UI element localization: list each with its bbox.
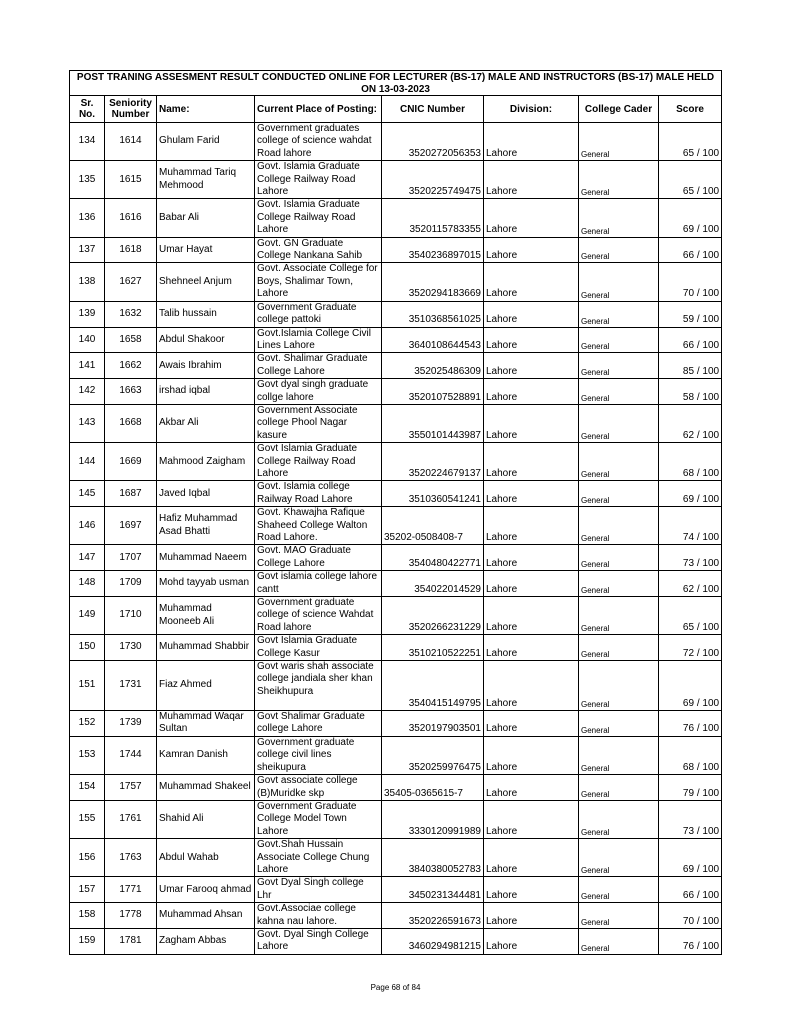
score-cell: 68 / 100 bbox=[659, 736, 722, 774]
table-row bbox=[70, 443, 722, 481]
score-cell: 65 / 100 bbox=[659, 597, 722, 635]
col-header-posting: Current Place of Posting: bbox=[255, 96, 382, 123]
cnic-cell: 3550101443987 bbox=[382, 404, 484, 442]
seniority-cell: 1687 bbox=[105, 481, 157, 507]
cnic-cell: 3520224679137 bbox=[382, 443, 484, 481]
sr-cell: 152 bbox=[70, 711, 105, 737]
name-cell: Muhammad Ahsan bbox=[157, 903, 255, 929]
division-cell: Lahore bbox=[484, 839, 579, 877]
division-cell: Lahore bbox=[484, 507, 579, 545]
cnic-cell: 35405-0365615-7 bbox=[382, 775, 484, 801]
table-row bbox=[70, 123, 722, 161]
seniority-cell: 1730 bbox=[105, 635, 157, 661]
name-cell: Mohd tayyab usman bbox=[157, 571, 255, 597]
seniority-cell: 1697 bbox=[105, 507, 157, 545]
posting-cell: Govt dyal singh graduate collge lahore bbox=[255, 379, 382, 405]
seniority-cell: 1744 bbox=[105, 736, 157, 774]
page-number: Page 68 of 84 bbox=[370, 983, 421, 992]
cadre-cell: General bbox=[579, 800, 659, 838]
table-row bbox=[70, 327, 722, 353]
seniority-cell: 1707 bbox=[105, 545, 157, 571]
cadre-cell: General bbox=[579, 379, 659, 405]
cnic-cell: 3520266231229 bbox=[382, 597, 484, 635]
posting-cell: Govt. Islamia college Railway Road Lahore bbox=[255, 481, 382, 507]
posting-cell: Government graduate college of science Wahdat Road lahore bbox=[255, 597, 382, 635]
cnic-cell: 3520226591673 bbox=[382, 903, 484, 929]
name-cell: Muhammad Tariq Mehmood bbox=[157, 161, 255, 199]
seniority-cell: 1761 bbox=[105, 800, 157, 838]
col-header-cadre: College Cader bbox=[579, 96, 659, 123]
seniority-cell: 1771 bbox=[105, 877, 157, 903]
score-cell: 74 / 100 bbox=[659, 507, 722, 545]
seniority-cell: 1618 bbox=[105, 237, 157, 263]
table-row bbox=[70, 736, 722, 774]
sr-cell: 137 bbox=[70, 237, 105, 263]
posting-cell: Govt. Dyal Singh College Lahore bbox=[255, 928, 382, 954]
col-header-cnic: CNIC Number bbox=[382, 96, 484, 123]
col-header-score: Score bbox=[659, 96, 722, 123]
col-header-seniority: Seniority Number bbox=[105, 96, 157, 123]
posting-cell: Govt. GN Graduate College Nankana Sahib bbox=[255, 237, 382, 263]
page-title: POST TRANING ASSESMENT RESULT CONDUCTED ONLINE FOR LECTURER (BS-17) MALE AND INSTRUCTORS (BS-17) MALE HELD ON 13-03-2023 bbox=[70, 71, 722, 96]
sr-cell: 153 bbox=[70, 736, 105, 774]
sr-cell: 157 bbox=[70, 877, 105, 903]
cadre-cell: General bbox=[579, 263, 659, 301]
sr-cell: 144 bbox=[70, 443, 105, 481]
division-cell: Lahore bbox=[484, 736, 579, 774]
score-cell: 69 / 100 bbox=[659, 481, 722, 507]
results-table bbox=[69, 70, 722, 955]
cadre-cell: General bbox=[579, 545, 659, 571]
seniority-cell: 1632 bbox=[105, 301, 157, 327]
score-cell: 76 / 100 bbox=[659, 711, 722, 737]
name-cell: Shehneel Anjum bbox=[157, 263, 255, 301]
cadre-cell: General bbox=[579, 571, 659, 597]
cnic-cell: 3520115783355 bbox=[382, 199, 484, 237]
cnic-cell: 3450231344481 bbox=[382, 877, 484, 903]
name-cell: Muhammad Mooneeb Ali bbox=[157, 597, 255, 635]
score-cell: 58 / 100 bbox=[659, 379, 722, 405]
table-row bbox=[70, 800, 722, 838]
score-cell: 73 / 100 bbox=[659, 545, 722, 571]
posting-cell: Govt Dyal Singh college Lhr bbox=[255, 877, 382, 903]
seniority-cell: 1615 bbox=[105, 161, 157, 199]
table-row bbox=[70, 775, 722, 801]
cadre-cell: General bbox=[579, 327, 659, 353]
cadre-cell: General bbox=[579, 775, 659, 801]
cadre-cell: General bbox=[579, 161, 659, 199]
seniority-cell: 1616 bbox=[105, 199, 157, 237]
cnic-cell: 3520107528891 bbox=[382, 379, 484, 405]
posting-cell: Govt. MAO Graduate College Lahore bbox=[255, 545, 382, 571]
seniority-cell: 1739 bbox=[105, 711, 157, 737]
score-cell: 66 / 100 bbox=[659, 327, 722, 353]
score-cell: 62 / 100 bbox=[659, 404, 722, 442]
name-cell: Shahid Ali bbox=[157, 800, 255, 838]
posting-cell: Government graduate college civil lines sheikupura bbox=[255, 736, 382, 774]
cadre-cell: General bbox=[579, 877, 659, 903]
name-cell: Umar Farooq ahmad bbox=[157, 877, 255, 903]
table-row bbox=[70, 661, 722, 711]
name-cell: Ghulam Farid bbox=[157, 123, 255, 161]
seniority-cell: 1627 bbox=[105, 263, 157, 301]
name-cell: Talib hussain bbox=[157, 301, 255, 327]
cnic-cell: 3510368561025 bbox=[382, 301, 484, 327]
results-sheet bbox=[69, 70, 721, 955]
score-cell: 65 / 100 bbox=[659, 123, 722, 161]
cnic-cell: 3330120991989 bbox=[382, 800, 484, 838]
table-row bbox=[70, 161, 722, 199]
sr-cell: 145 bbox=[70, 481, 105, 507]
posting-cell: Government graduates college of science wahdat Road lahore bbox=[255, 123, 382, 161]
table-row bbox=[70, 711, 722, 737]
cnic-cell: 3520259976475 bbox=[382, 736, 484, 774]
results-body bbox=[70, 123, 722, 955]
cnic-cell: 354022014529 bbox=[382, 571, 484, 597]
name-cell: Muhammad Waqar Sultan bbox=[157, 711, 255, 737]
table-row bbox=[70, 263, 722, 301]
table-row bbox=[70, 507, 722, 545]
table-row bbox=[70, 903, 722, 929]
cnic-cell: 3520225749475 bbox=[382, 161, 484, 199]
cnic-cell: 352025486309 bbox=[382, 353, 484, 379]
score-cell: 59 / 100 bbox=[659, 301, 722, 327]
cadre-cell: General bbox=[579, 507, 659, 545]
sr-cell: 139 bbox=[70, 301, 105, 327]
division-cell: Lahore bbox=[484, 800, 579, 838]
seniority-cell: 1731 bbox=[105, 661, 157, 711]
posting-cell: Govt.Associae college kahna nau lahore. bbox=[255, 903, 382, 929]
posting-cell: Govt waris shah associate college jandiala sher khan Sheikhupura bbox=[255, 661, 382, 711]
division-cell: Lahore bbox=[484, 161, 579, 199]
score-cell: 76 / 100 bbox=[659, 928, 722, 954]
col-header-sr: Sr. No. bbox=[70, 96, 105, 123]
cnic-cell: 3510210522251 bbox=[382, 635, 484, 661]
table-row bbox=[70, 353, 722, 379]
table-row bbox=[70, 571, 722, 597]
posting-cell: Government Graduate College Model Town Lahore bbox=[255, 800, 382, 838]
score-cell: 69 / 100 bbox=[659, 839, 722, 877]
score-cell: 68 / 100 bbox=[659, 443, 722, 481]
cnic-cell: 3460294981215 bbox=[382, 928, 484, 954]
cadre-cell: General bbox=[579, 928, 659, 954]
name-cell: irshad iqbal bbox=[157, 379, 255, 405]
table-row bbox=[70, 404, 722, 442]
posting-cell: Govt.Shah Hussain Associate College Chung Lahore bbox=[255, 839, 382, 877]
sr-cell: 142 bbox=[70, 379, 105, 405]
posting-cell: Govt Islamia Graduate College Kasur bbox=[255, 635, 382, 661]
division-cell: Lahore bbox=[484, 327, 579, 353]
sr-cell: 156 bbox=[70, 839, 105, 877]
cadre-cell: General bbox=[579, 199, 659, 237]
seniority-cell: 1658 bbox=[105, 327, 157, 353]
cnic-cell: 3540480422771 bbox=[382, 545, 484, 571]
score-cell: 62 / 100 bbox=[659, 571, 722, 597]
score-cell: 70 / 100 bbox=[659, 903, 722, 929]
sr-cell: 143 bbox=[70, 404, 105, 442]
sr-cell: 151 bbox=[70, 661, 105, 711]
division-cell: Lahore bbox=[484, 545, 579, 571]
seniority-cell: 1781 bbox=[105, 928, 157, 954]
name-cell: Babar Ali bbox=[157, 199, 255, 237]
cadre-cell: General bbox=[579, 736, 659, 774]
table-row bbox=[70, 597, 722, 635]
seniority-cell: 1709 bbox=[105, 571, 157, 597]
score-cell: 65 / 100 bbox=[659, 161, 722, 199]
table-row bbox=[70, 877, 722, 903]
cadre-cell: General bbox=[579, 481, 659, 507]
division-cell: Lahore bbox=[484, 353, 579, 379]
sr-cell: 140 bbox=[70, 327, 105, 353]
cadre-cell: General bbox=[579, 597, 659, 635]
division-cell: Lahore bbox=[484, 928, 579, 954]
seniority-cell: 1614 bbox=[105, 123, 157, 161]
cnic-cell: 3520272056353 bbox=[382, 123, 484, 161]
posting-cell: Government Graduate college pattoki bbox=[255, 301, 382, 327]
cnic-cell: 3840380052783 bbox=[382, 839, 484, 877]
name-cell: Awais Ibrahim bbox=[157, 353, 255, 379]
name-cell: Abdul Wahab bbox=[157, 839, 255, 877]
table-row bbox=[70, 301, 722, 327]
seniority-cell: 1778 bbox=[105, 903, 157, 929]
table-row bbox=[70, 928, 722, 954]
posting-cell: Government Associate college Phool Nagar kasure bbox=[255, 404, 382, 442]
name-cell: Javed Iqbal bbox=[157, 481, 255, 507]
seniority-cell: 1763 bbox=[105, 839, 157, 877]
division-cell: Lahore bbox=[484, 711, 579, 737]
sr-cell: 135 bbox=[70, 161, 105, 199]
col-header-division: Division: bbox=[484, 96, 579, 123]
posting-cell: Govt. Islamia Graduate College Railway Road Lahore bbox=[255, 199, 382, 237]
division-cell: Lahore bbox=[484, 443, 579, 481]
name-cell: Zagham Abbas bbox=[157, 928, 255, 954]
posting-cell: Govt. Shalimar Graduate College Lahore bbox=[255, 353, 382, 379]
cnic-cell: 3520294183669 bbox=[382, 263, 484, 301]
posting-cell: Govt. Associate College for Boys, Shalimar Town, Lahore bbox=[255, 263, 382, 301]
sr-cell: 136 bbox=[70, 199, 105, 237]
division-cell: Lahore bbox=[484, 877, 579, 903]
division-cell: Lahore bbox=[484, 123, 579, 161]
seniority-cell: 1757 bbox=[105, 775, 157, 801]
sr-cell: 141 bbox=[70, 353, 105, 379]
sr-cell: 146 bbox=[70, 507, 105, 545]
sr-cell: 147 bbox=[70, 545, 105, 571]
cadre-cell: General bbox=[579, 839, 659, 877]
name-cell: Fiaz Ahmed bbox=[157, 661, 255, 711]
name-cell: Umar Hayat bbox=[157, 237, 255, 263]
table-row bbox=[70, 481, 722, 507]
name-cell: Muhammad Shakeel bbox=[157, 775, 255, 801]
score-cell: 85 / 100 bbox=[659, 353, 722, 379]
score-cell: 66 / 100 bbox=[659, 237, 722, 263]
division-cell: Lahore bbox=[484, 263, 579, 301]
division-cell: Lahore bbox=[484, 571, 579, 597]
sr-cell: 155 bbox=[70, 800, 105, 838]
cadre-cell: General bbox=[579, 443, 659, 481]
sr-cell: 150 bbox=[70, 635, 105, 661]
sr-cell: 154 bbox=[70, 775, 105, 801]
cnic-cell: 3510360541241 bbox=[382, 481, 484, 507]
division-cell: Lahore bbox=[484, 775, 579, 801]
posting-cell: Govt islamia college lahore cantt bbox=[255, 571, 382, 597]
score-cell: 79 / 100 bbox=[659, 775, 722, 801]
cadre-cell: General bbox=[579, 661, 659, 711]
division-cell: Lahore bbox=[484, 635, 579, 661]
cadre-cell: General bbox=[579, 301, 659, 327]
score-cell: 69 / 100 bbox=[659, 661, 722, 711]
name-cell: Abdul Shakoor bbox=[157, 327, 255, 353]
sr-cell: 148 bbox=[70, 571, 105, 597]
division-cell: Lahore bbox=[484, 903, 579, 929]
cadre-cell: General bbox=[579, 353, 659, 379]
table-row bbox=[70, 545, 722, 571]
posting-cell: Govt Islamia Graduate College Railway Road Lahore bbox=[255, 443, 382, 481]
posting-cell: Govt. Khawajha Rafique Shaheed College Walton Road Lahore. bbox=[255, 507, 382, 545]
division-cell: Lahore bbox=[484, 237, 579, 263]
cadre-cell: General bbox=[579, 123, 659, 161]
sr-cell: 138 bbox=[70, 263, 105, 301]
posting-cell: Govt.Islamia College Civil Lines Lahore bbox=[255, 327, 382, 353]
col-header-name: Name: bbox=[157, 96, 255, 123]
table-row bbox=[70, 237, 722, 263]
name-cell: Kamran Danish bbox=[157, 736, 255, 774]
seniority-cell: 1662 bbox=[105, 353, 157, 379]
seniority-cell: 1668 bbox=[105, 404, 157, 442]
seniority-cell: 1710 bbox=[105, 597, 157, 635]
division-cell: Lahore bbox=[484, 597, 579, 635]
score-cell: 70 / 100 bbox=[659, 263, 722, 301]
sr-cell: 149 bbox=[70, 597, 105, 635]
score-cell: 73 / 100 bbox=[659, 800, 722, 838]
cadre-cell: General bbox=[579, 237, 659, 263]
division-cell: Lahore bbox=[484, 199, 579, 237]
table-row bbox=[70, 199, 722, 237]
name-cell: Muhammad Shabbir bbox=[157, 635, 255, 661]
posting-cell: Govt associate college (B)Muridke skp bbox=[255, 775, 382, 801]
cnic-cell: 35202-0508408-7 bbox=[382, 507, 484, 545]
division-cell: Lahore bbox=[484, 404, 579, 442]
header-row bbox=[70, 96, 722, 123]
score-cell: 72 / 100 bbox=[659, 635, 722, 661]
cadre-cell: General bbox=[579, 903, 659, 929]
posting-cell: Govt. Islamia Graduate College Railway Road Lahore bbox=[255, 161, 382, 199]
table-row bbox=[70, 839, 722, 877]
division-cell: Lahore bbox=[484, 661, 579, 711]
division-cell: Lahore bbox=[484, 481, 579, 507]
cnic-cell: 3540415149795 bbox=[382, 661, 484, 711]
cnic-cell: 3640108644543 bbox=[382, 327, 484, 353]
score-cell: 66 / 100 bbox=[659, 877, 722, 903]
cnic-cell: 3540236897015 bbox=[382, 237, 484, 263]
posting-cell: Govt Shalimar Graduate college Lahore bbox=[255, 711, 382, 737]
name-cell: Muhammad Naeem bbox=[157, 545, 255, 571]
score-cell: 69 / 100 bbox=[659, 199, 722, 237]
name-cell: Mahmood Zaigham bbox=[157, 443, 255, 481]
cadre-cell: General bbox=[579, 635, 659, 661]
cnic-cell: 3520197903501 bbox=[382, 711, 484, 737]
sr-cell: 158 bbox=[70, 903, 105, 929]
division-cell: Lahore bbox=[484, 379, 579, 405]
name-cell: Hafiz Muhammad Asad Bhatti bbox=[157, 507, 255, 545]
cadre-cell: General bbox=[579, 711, 659, 737]
sr-cell: 134 bbox=[70, 123, 105, 161]
seniority-cell: 1669 bbox=[105, 443, 157, 481]
name-cell: Akbar Ali bbox=[157, 404, 255, 442]
cadre-cell: General bbox=[579, 404, 659, 442]
table-row bbox=[70, 635, 722, 661]
sr-cell: 159 bbox=[70, 928, 105, 954]
table-row bbox=[70, 379, 722, 405]
division-cell: Lahore bbox=[484, 301, 579, 327]
seniority-cell: 1663 bbox=[105, 379, 157, 405]
